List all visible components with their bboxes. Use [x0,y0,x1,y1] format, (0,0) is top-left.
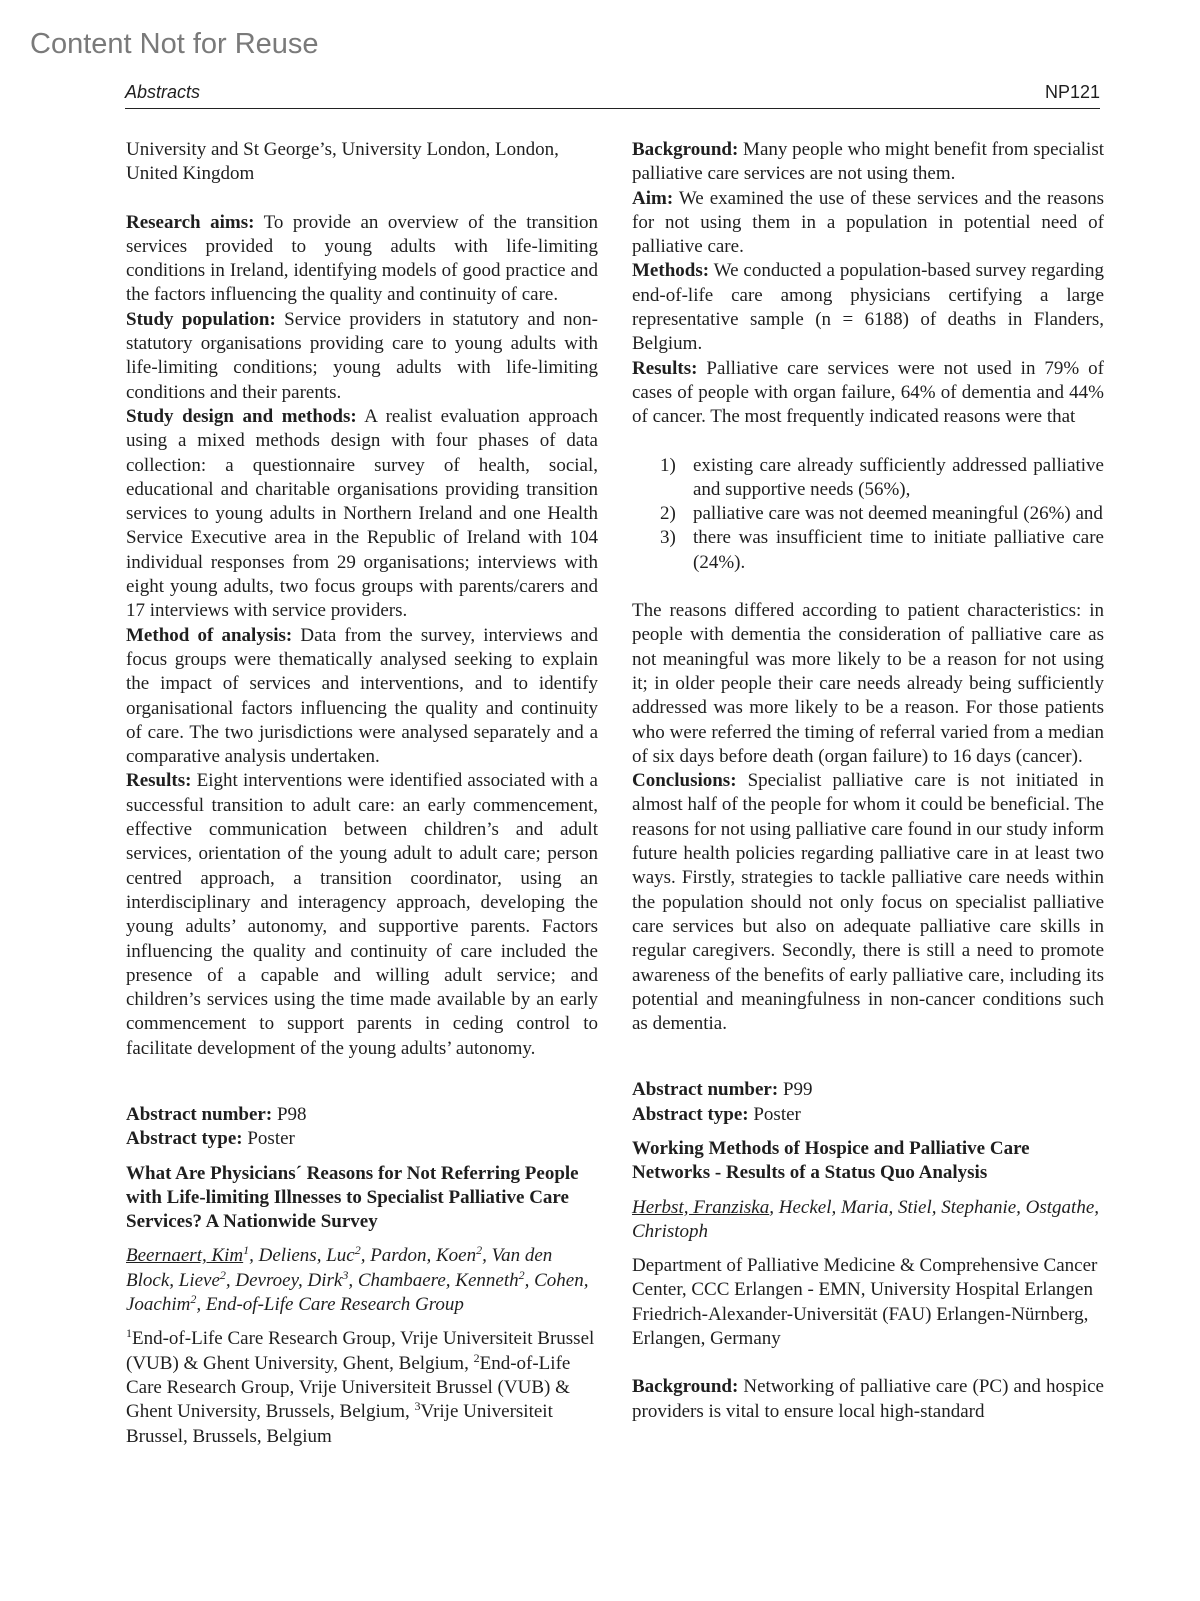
author: , Chambaere, Kenneth [348,1269,519,1291]
journal-section-title: Abstracts [125,82,201,102]
reasons-list [632,454,1104,575]
author-sup: 2 [219,1267,226,1282]
abstract-title: Working Methods of Hospice and Palliative Care Networks - Results of a Status Quo Analysis [632,1137,1030,1184]
abstract-type-label: Abstract type: [126,1128,243,1150]
section-text: Data from the survey, interviews and focus groups were thematically analysed seeking to explain the impact of services and interventions, and to identify organisational factors influencing the quality and continuity of care. The two jurisdictions were analysed separately and a comparative analysis undertaken. [126,624,598,768]
section-label: Method of analysis: [126,624,293,646]
section-text: Networking of palliative care (PC) and hospice providers is vital to ensure local high-standard [632,1376,1104,1422]
abstract-number [126,1103,598,1127]
section-text: Palliative care services were not used in 79% of cases of people with organ failure, 64% of dementia and 44% of cancer. The most frequently indicated reasons were that [632,357,1104,428]
abstract-type [126,1127,598,1151]
list-item [660,526,1104,575]
methods-paragraph [632,259,1104,356]
presenting-author: Beernaert, Kim [126,1245,244,1267]
list-item [660,502,1104,526]
author: , Heckel, Maria, Stiel, Stephanie, Ostgathe, Christoph [632,1196,1100,1242]
results-paragraph [126,769,598,1061]
section-label: Study population: [126,308,276,330]
abstract-p99 [632,1078,1104,1424]
section-label: Background: [632,1376,739,1398]
affiliation-tail: University and St George’s, University London, London, United Kingdom [126,139,559,185]
author-sup: 2 [354,1243,361,1258]
section-text: We examined the use of these services and the reasons for not using them in a population in potential need of palliative care. [632,187,1104,258]
abstract-title: What Are Physicians´ Reasons for Not Referring People with Life-limiting Illnesses to Specialist Palliative Care Services? A Nationwide Survey [126,1162,579,1233]
author: , End-of-Life Care Research Group [196,1294,464,1316]
affiliation: Vrije Universiteit Brussel, Brussels, Belgium [126,1401,553,1447]
presenting-author: Herbst, Franziska [632,1196,770,1218]
background-paragraph [632,138,1104,187]
abstract-type-value: Poster [242,1128,295,1150]
author: , Deliens, Luc [249,1245,355,1267]
affiliation: Department of Palliative Medicine & Comprehensive Cancer Center, CCC Erlangen - EMN, University Hospital Erlangen Friedrich-Alexander-Universität (FAU) Erlangen-Nürnberg, Erlangen, Germany [632,1255,1098,1350]
list-text: existing care already sufficiently addressed palliative and supportive needs (56%), [693,454,1104,500]
author: , Van den Block, Lieve [126,1245,553,1291]
abstract-number-value: P98 [272,1103,307,1125]
conclusions-paragraph [632,769,1104,1036]
abstract-p98 [126,1103,598,1449]
results-paragraph [632,357,1104,430]
affiliation: End-of-Life Care Research Group, Vrije Universiteit Brussel (VUB) & Ghent University, Brussels, Belgium, [126,1352,571,1423]
list-item [660,454,1104,503]
list-text: there was insufficient time to initiate palliative care (24%). [693,527,1104,573]
affil-sup: 3 [414,1399,421,1414]
section-text: Many people who might benefit from specialist palliative care services are not using them. [632,139,1104,185]
author-list [632,1196,1104,1245]
section-label: Conclusions: [632,770,737,792]
section-text: A realist evaluation approach using a mixed methods design with four phases of data collection: a questionnaire survey of health, social, educational and charitable organisations providing transition services to young adults in Northern Ireland and one Health Service Executive area in the Republic of Ireland with 104 individual responses from 29 organisations; interviews with eight young adults, two focus groups with parents/carers and 17 interviews with service providers. [126,405,599,622]
watermark: Content Not for Reuse [30,28,319,60]
running-head [125,80,1100,109]
abstract-type [632,1103,1104,1127]
author-sup: 2 [518,1267,525,1282]
abstract-number-value: P99 [778,1079,813,1101]
author-sup: 2 [190,1292,197,1307]
right-column [632,138,1104,1424]
research-aims-paragraph [126,211,598,308]
section-text: Specialist palliative care is not initiated in almost half of the people for whom it could be beneficial. The reasons for not using palliative care found in our study inform future health policies regarding palliative care in at least two ways. Firstly, strategies to tackle palliative care needs within the population should not only focus on specialist palliative care services but also on adequate palliative care skills in regular caregivers. Secondly, there is still a need to promote awareness of the benefits of early palliative care, including its potential and meaningfulness in non-cancer conditions such as dementia. [632,770,1104,1035]
affiliation: End-of-Life Care Research Group, Vrije Universiteit Brussel (VUB) & Ghent University, Ghent, Belgium, [126,1328,595,1374]
list-number: 3) [660,527,676,549]
section-label: Results: [632,357,698,379]
affiliations [126,1327,598,1448]
study-design-paragraph [126,405,598,624]
section-text: Eight interventions were identified associated with a successful transition to adult care: an early commencement, effective communication between children’s and adult services, orientation of the young adult to adult care; person centred approach, a transition coordinator, using an interdisciplinary and interagency approach, developing the young adults’ autonomy, and supportive parents. Factors influencing the quality and continuity of care included the presence of a capable and willing adult service; and children’s services using the time made available by an early commencement to support parents in ceding control to facilitate development of the young adults’ autonomy. [126,770,598,1059]
abstract-type-label: Abstract type: [632,1103,749,1125]
left-column [126,138,598,1449]
affil-sup: 1 [126,1326,132,1341]
study-population-paragraph [126,308,598,405]
abstract-number-label: Abstract number: [632,1079,779,1101]
abstract-type-value: Poster [748,1103,801,1125]
author-sup: 2 [476,1243,483,1258]
section-text: Service providers in statutory and non-statutory organisations providing care to young adults with life-limiting conditions; young adults with life-limiting conditions and their parents. [126,308,598,403]
author: , Pardon, Koen [360,1245,477,1267]
section-label: Methods: [632,260,710,282]
list-text: palliative care was not deemed meaningful (26%) and [693,503,1103,525]
list-number: 1) [660,454,676,476]
section-label: Research aims: [126,211,255,233]
method-of-analysis-paragraph [126,624,598,770]
aim-paragraph [632,187,1104,260]
author: , Devroey, Dirk [225,1269,343,1291]
author-list [126,1244,598,1317]
section-label: Background: [632,139,739,160]
background-paragraph [632,1375,1104,1424]
author-sup: 1 [243,1243,250,1258]
page-number: NP121 [1044,82,1100,102]
section-label: Study design and methods: [126,405,357,427]
abstract-number-label: Abstract number: [126,1103,273,1125]
list-number: 2) [660,503,676,525]
author-sup: 3 [342,1267,349,1282]
author: , Cohen, Joachim [126,1269,589,1316]
section-label: Aim: [632,187,674,209]
section-text: We conducted a population-based survey regarding end-of-life care among physicians certifying a large representative sample (n = 6188) of deaths in Flanders, Belgium. [632,260,1104,355]
abstract-number [632,1078,1104,1102]
affil-sup: 2 [473,1350,480,1365]
section-text: To provide an overview of the transition services provided to young adults with life-limiting conditions in Ireland, identifying models of good practice and the factors influencing the quality and continuity of care. [126,211,598,306]
section-label: Results: [126,770,192,792]
reasons-paragraph: The reasons differed according to patient characteristics: in people with dementia the consideration of palliative care as not meaningful was more likely to be a reason for not using it; in older people their care needs already being sufficiently addressed was more likely to be a reason. For those patients who were referred the timing of referral varied from a median of six days before death (organ failure) to 16 days (cancer). [632,600,1104,767]
